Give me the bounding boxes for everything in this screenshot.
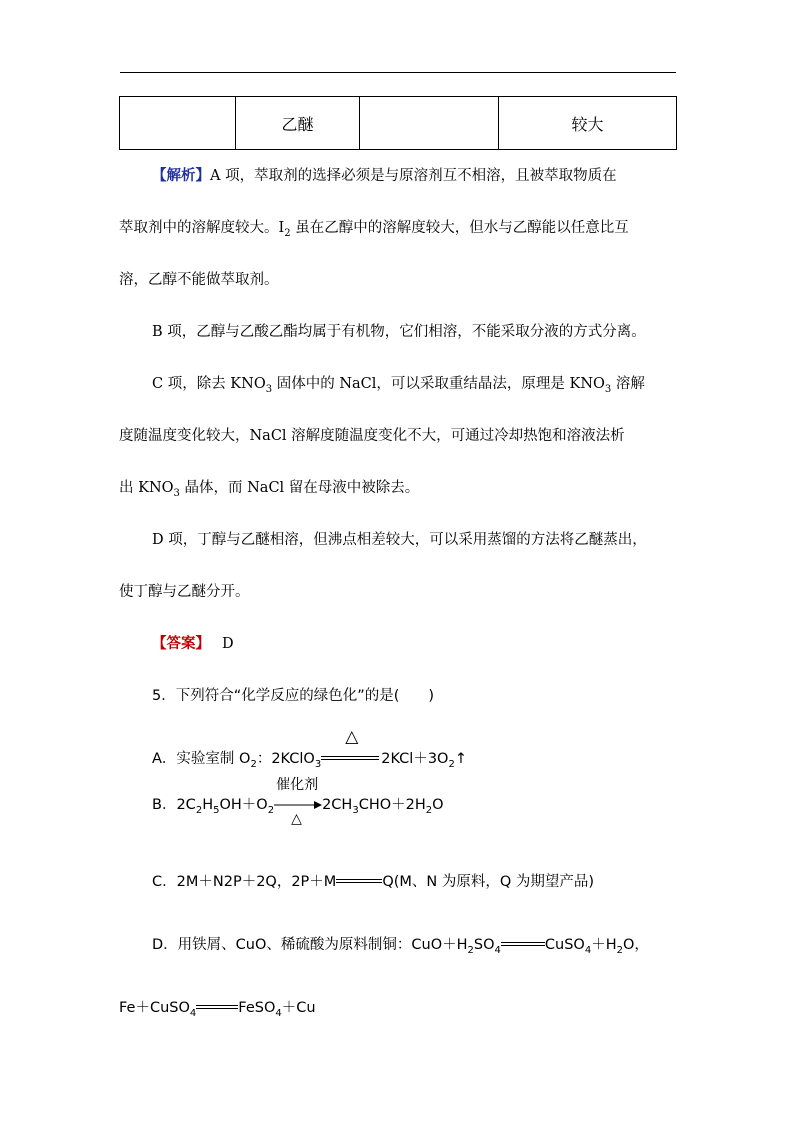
subscript: 2 xyxy=(267,805,275,816)
text: ＋Cu xyxy=(281,1000,316,1016)
text: 固体中的 NaCl，可以采取重结晶法，原理是 KNO xyxy=(272,376,605,392)
comparison-table xyxy=(119,96,677,150)
text: 虽在乙醇中的溶解度较大，但水与乙醇能以任意比互 xyxy=(290,220,629,236)
text: ：2KClO xyxy=(256,751,315,767)
option-a xyxy=(152,727,467,771)
subscript: 3 xyxy=(265,384,273,395)
text: D．用铁屑、CuO、稀硫酸为原料制铜：CuO＋H xyxy=(152,937,468,953)
text: O xyxy=(432,797,444,813)
subscript: 3 xyxy=(352,805,359,816)
subscript: 3 xyxy=(173,488,180,499)
analysis-line-d1: D 项，丁醇与乙醚相溶，但沸点相差较大，可以采用蒸馏的方法将乙醚蒸出， xyxy=(152,532,647,548)
heat-symbol: △ xyxy=(291,811,302,827)
table-cell xyxy=(360,97,499,150)
text: CHO＋2H xyxy=(358,797,426,813)
answer-tag: 【答案】 xyxy=(152,635,210,652)
option-c xyxy=(152,872,594,892)
equals-sign xyxy=(336,879,382,885)
analysis-line-a2 xyxy=(119,218,629,240)
text: C．2M＋N xyxy=(152,874,224,890)
analysis-tag: 【解析】 xyxy=(152,167,210,184)
answer-value: D xyxy=(222,636,234,652)
subscript: 4 xyxy=(494,945,501,956)
option-d-line2 xyxy=(119,998,316,1020)
subscript: 2 xyxy=(616,945,623,956)
text: FeSO xyxy=(238,1000,276,1016)
text: C 项，除去 KNO xyxy=(152,376,266,392)
answer-line xyxy=(152,634,234,654)
text: SO xyxy=(473,937,495,953)
table-cell: 较大 xyxy=(499,97,677,150)
analysis-line-a3: 溶，乙醇不能做萃取剂。 xyxy=(119,272,279,288)
equals-sign xyxy=(501,942,545,948)
header-rule xyxy=(120,72,676,73)
analysis-line-d2: 使丁醇与乙醚分开。 xyxy=(119,584,250,600)
text: O， xyxy=(623,937,649,953)
text: 溶解 xyxy=(611,376,645,392)
table-row xyxy=(120,97,677,150)
option-d xyxy=(152,935,649,957)
subscript: 3 xyxy=(604,384,612,395)
equals-sign xyxy=(196,1005,238,1011)
text: B．2C xyxy=(152,797,196,813)
subscript: 2 xyxy=(195,805,203,816)
up-arrow-icon: ↑ xyxy=(454,751,467,767)
analysis-line-c3 xyxy=(119,478,419,500)
analysis-line-c2: 度随温度变化较大，NaCl 溶解度随温度变化不大，可通过冷却热饱和溶液法析 xyxy=(119,428,625,444)
text: 2P＋2Q，2P＋M xyxy=(223,874,337,890)
text: ＋H xyxy=(591,937,617,953)
table-cell: 乙醚 xyxy=(236,97,360,150)
catalyst-label: 催化剂 xyxy=(276,777,319,793)
analysis-line-a1 xyxy=(152,166,617,186)
text: Q(M、N 为原料，Q 为期望产品) xyxy=(382,874,595,890)
text: 出 KNO xyxy=(119,480,174,496)
text: Fe＋CuSO xyxy=(119,1000,190,1016)
subscript: 4 xyxy=(584,945,592,956)
heat-symbol: △ xyxy=(345,727,359,747)
text: OH＋O xyxy=(219,797,268,813)
analysis-line-c1 xyxy=(152,374,645,396)
equals-sign xyxy=(321,727,381,769)
reaction-arrow xyxy=(274,777,322,827)
text: 晶体，而 NaCl 留在母液中被除去。 xyxy=(179,480,420,496)
subscript: 2 xyxy=(284,228,291,239)
text: A 项，萃取剂的选择必须是与原溶剂互不相溶，且被萃取物质在 xyxy=(210,168,617,184)
text: A．实验室制 O xyxy=(152,751,251,767)
text: H xyxy=(202,797,214,813)
question-stem: 5．下列符合“化学反应的绿色化”的是( ) xyxy=(152,688,435,704)
text: 2KCl＋3O xyxy=(381,751,449,767)
subscript: 2 xyxy=(448,759,455,770)
subscript: 4 xyxy=(275,1008,282,1019)
subscript: 2 xyxy=(467,945,474,956)
option-b xyxy=(152,777,444,827)
subscript: 5 xyxy=(213,805,220,816)
text: 2CH xyxy=(322,797,353,813)
table-cell xyxy=(120,97,236,150)
subscript: 2 xyxy=(425,805,433,816)
subscript: 2 xyxy=(250,759,257,770)
text: CuSO xyxy=(544,937,585,953)
analysis-line-b: B 项，乙醇与乙酸乙酯均属于有机物，它们相溶，不能采取分液的方式分离。 xyxy=(152,324,646,340)
subscript: 4 xyxy=(189,1008,197,1019)
text: 萃取剂中的溶解度较大。I xyxy=(119,220,285,236)
subscript: 3 xyxy=(314,759,322,770)
